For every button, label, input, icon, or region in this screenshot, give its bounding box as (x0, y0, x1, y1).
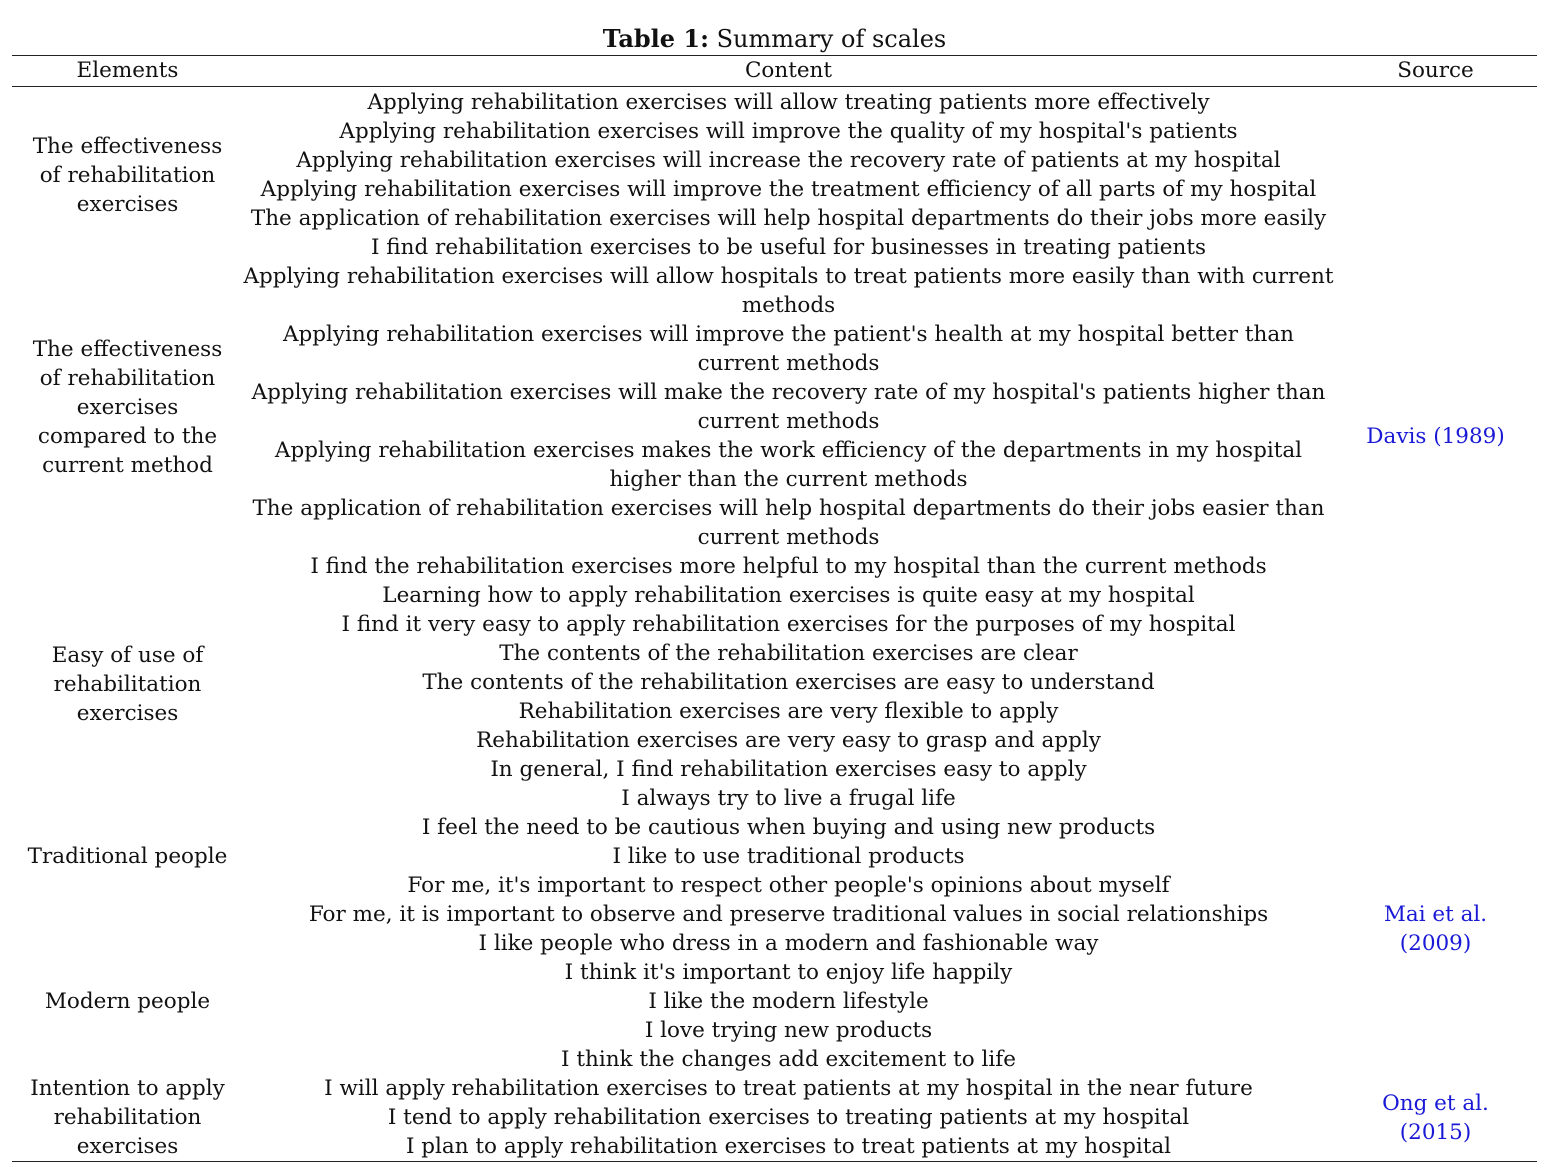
table-title-text: Summary of scales (716, 25, 947, 53)
content-line: current methods (697, 350, 880, 376)
content-line: I plan to apply rehabilitation exercises to treat patients at my hospital (405, 1133, 1172, 1159)
header-content: Content (744, 58, 833, 83)
content-line: Applying rehabilitation exercises will make the recovery rate of my hospital's patients higher than (251, 379, 1326, 405)
content-line: Applying rehabilitation exercises will improve the treatment efficiency of all parts of my hospital (260, 176, 1317, 202)
source-cell-mai (1334, 898, 1537, 960)
header-source: Source (1397, 58, 1474, 83)
element-cell-ease-of-use (12, 582, 243, 786)
content-line: methods (741, 292, 836, 318)
table-title (12, 24, 1537, 54)
table-bottom-rule (12, 1161, 1537, 1162)
citation-link-mai[interactable]: Mai et al. (2009) (1383, 902, 1488, 956)
content-line: I think the changes add excitement to life (561, 1046, 1016, 1072)
content-line: Rehabilitation exercises are very flexible to apply (518, 698, 1059, 724)
content-line: I tend to apply rehabilitation exercises to treating patients at my hospital (387, 1104, 1190, 1130)
element-cell-effectiveness-vs-current (12, 262, 243, 552)
content-line: I feel the need to be cautious when buying and using new products (421, 814, 1156, 840)
content-line: For me, it is important to observe and preserve traditional values in social relationships (308, 901, 1269, 927)
content-line: For me, it's important to respect other people's opinions about myself (407, 872, 1170, 898)
table-title-label: Table 1: (602, 24, 709, 53)
content-line: current methods (697, 524, 880, 550)
content-line: I like to use traditional products (612, 843, 965, 869)
content-line: I like people who dress in a modern and fashionable way (478, 930, 1099, 956)
content-line: Applying rehabilitation exercises will allow treating patients more effectively (367, 89, 1210, 115)
content-line: The contents of the rehabilitation exercises are easy to understand (422, 669, 1155, 695)
content-line: current methods (697, 408, 880, 434)
citation-link-ong[interactable]: Ong et al. (2015) (1382, 1091, 1489, 1145)
element-cell-traditional-people (12, 784, 243, 929)
header-elements: Elements (76, 58, 179, 83)
content-line: I find rehabilitation exercises to be useful for businesses in treating patients (370, 234, 1207, 260)
content-line: In general, I find rehabilitation exercises easy to apply (490, 756, 1087, 782)
element-cell-intention (12, 1074, 243, 1161)
content-line: Applying rehabilitation exercises will allow hospitals to treat patients more easily than with current (243, 263, 1334, 289)
content-line: I will apply rehabilitation exercises to treat patients at my hospital in the near future (324, 1075, 1253, 1101)
content-line: Applying rehabilitation exercises will increase the recovery rate of patients at my hospital (296, 147, 1281, 173)
element-cell-effectiveness (12, 88, 243, 262)
content-line: I think it's important to enjoy life happily (564, 959, 1013, 985)
content-line: The application of rehabilitation exercises will help hospital departments do their jobs easier than (252, 495, 1325, 521)
content-line: The contents of the rehabilitation exercises are clear (499, 640, 1078, 666)
content-line: Learning how to apply rehabilitation exercises is quite easy at my hospital (382, 582, 1195, 608)
content-line: Applying rehabilitation exercises will improve the quality of my hospital's patients (339, 118, 1238, 144)
element-label: Modern people (44, 989, 211, 1014)
content-line: higher than the current methods (609, 466, 968, 492)
table-top-rule (12, 55, 1537, 56)
content-line: I find the rehabilitation exercises more helpful to my hospital than the current methods (310, 553, 1267, 579)
element-label: The effectiveness of rehabilitation exercises compared to the current method (32, 336, 223, 478)
content-line: The application of rehabilitation exercises will help hospital departments do their jobs more easily (250, 205, 1327, 231)
element-label: Easy of use of rehabilitation exercises (51, 642, 204, 726)
content-line: Rehabilitation exercises are very easy to grasp and apply (476, 727, 1101, 753)
element-label: Traditional people (27, 844, 228, 869)
source-cell-davis (1334, 419, 1537, 453)
element-label: Intention to apply rehabilitation exercises (30, 1076, 225, 1159)
citation-link-davis[interactable]: Davis (1989) (1366, 423, 1505, 449)
content-line: I love trying new products (644, 1017, 933, 1043)
element-cell-modern-people (12, 929, 243, 1074)
content-line: I find it very easy to apply rehabilitation exercises for the purposes of my hospital (341, 611, 1236, 637)
content-line: I always try to live a frugal life (621, 785, 956, 811)
content-line: Applying rehabilitation exercises makes the work efficiency of the departments in my hospital (274, 437, 1303, 463)
content-line: I like the modern lifestyle (648, 988, 929, 1014)
content-line: Applying rehabilitation exercises will improve the patient's health at my hospital better than (282, 321, 1295, 347)
source-cell-ong (1334, 1087, 1537, 1149)
element-label: The effectiveness of rehabilitation exercises (32, 133, 223, 217)
